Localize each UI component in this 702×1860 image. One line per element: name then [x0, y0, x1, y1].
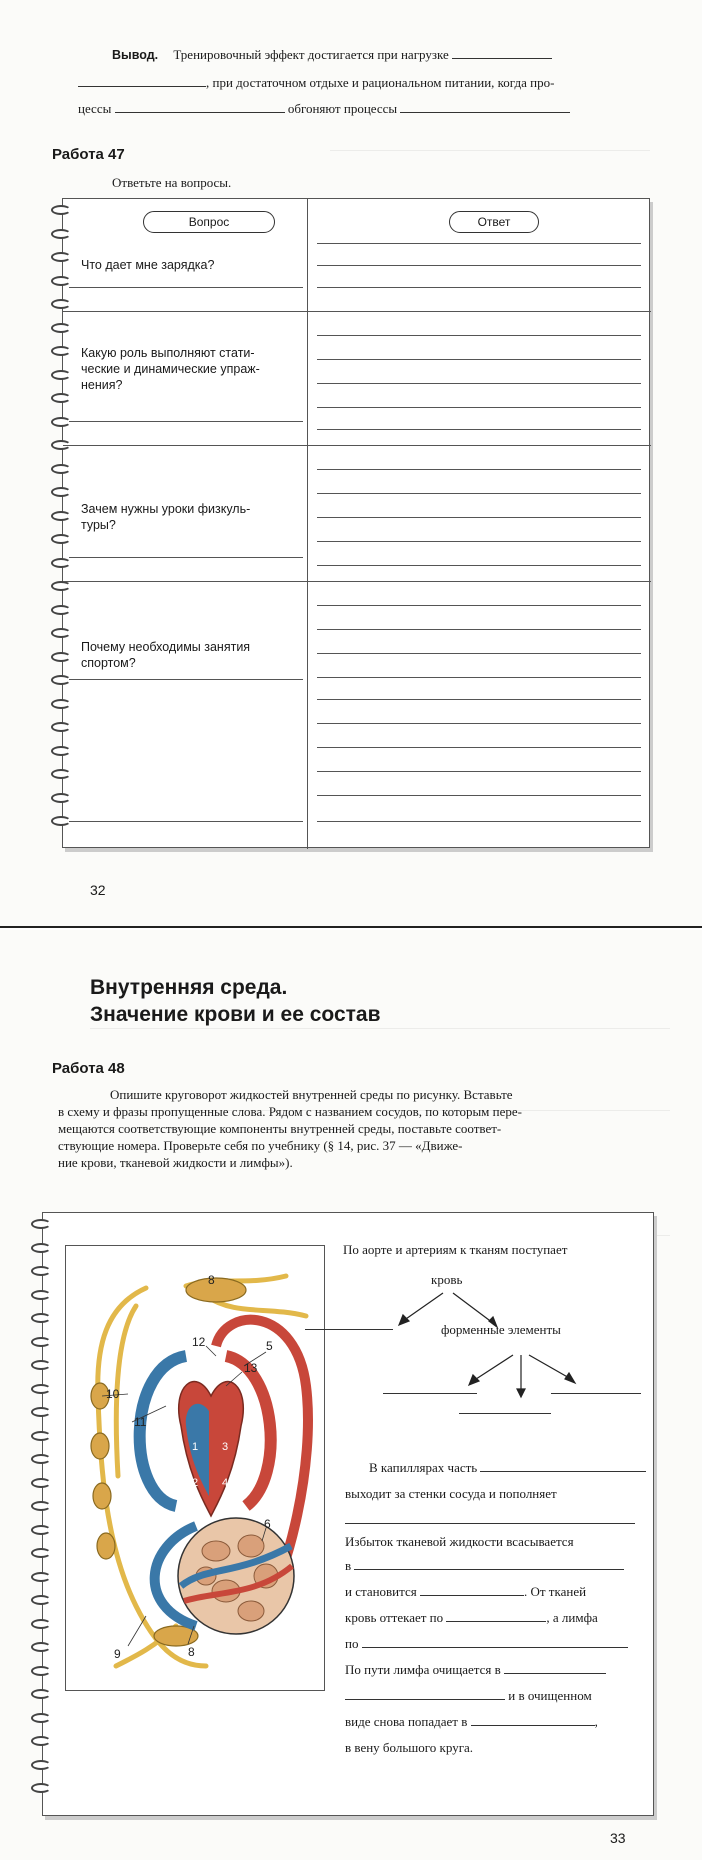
blank-formed-2[interactable]	[459, 1413, 551, 1414]
binding-ring	[51, 370, 71, 380]
blank-lymph-path[interactable]	[362, 1647, 628, 1648]
blank-replenishes[interactable]	[345, 1523, 635, 1524]
conclusion-row2	[78, 74, 658, 91]
binding-ring	[31, 1360, 51, 1370]
binding-ring	[51, 652, 71, 662]
blank-blood-component[interactable]	[305, 1329, 393, 1330]
scheme-becomes: и становится . От тканей	[345, 1584, 587, 1599]
conclusion-label: Вывод.	[112, 48, 159, 62]
binding-ring	[51, 464, 71, 474]
answer-line[interactable]	[317, 653, 641, 654]
binding-ring	[31, 1760, 51, 1770]
scheme-capillaries-1: В капиллярах часть	[369, 1459, 646, 1476]
binding-ring	[51, 746, 71, 756]
blank-load[interactable]	[452, 58, 552, 59]
binding-ring	[51, 252, 71, 262]
binding-ring	[51, 229, 71, 239]
blank-becomes[interactable]	[420, 1595, 524, 1596]
scheme-excess-1: Избыток тканевой жидкости всасывается	[345, 1534, 574, 1549]
conclusion-line3a: цессы	[78, 101, 112, 116]
question-row-2: Какую роль выполняют стати- ческие и динамические упраж- нения?	[81, 346, 260, 392]
answer-line[interactable]	[317, 605, 641, 606]
figure-label: 5	[266, 1339, 273, 1353]
scheme-top: По аорте и артериям к тканям поступает	[343, 1242, 568, 1257]
binding-ring	[31, 1595, 51, 1605]
binding-ring	[31, 1384, 51, 1394]
figure-label: 9	[114, 1647, 121, 1661]
scheme-blood: кровь	[431, 1272, 463, 1287]
binding-ring	[31, 1454, 51, 1464]
binding-ring	[31, 1619, 51, 1629]
answer-line[interactable]	[317, 335, 641, 336]
answer-line[interactable]	[317, 771, 641, 772]
binding-ring	[51, 558, 71, 568]
binding-ring	[51, 534, 71, 544]
binding-ring	[31, 1478, 51, 1488]
conclusion-line3b: обгоняют процессы	[287, 101, 398, 116]
answer-line[interactable]	[317, 359, 641, 360]
conclusion	[112, 46, 652, 64]
answer-line[interactable]	[317, 407, 641, 408]
page-number-32: 32	[90, 882, 106, 898]
scheme-again: виде снова попадает в ,	[345, 1714, 598, 1729]
binding-ring	[51, 511, 71, 521]
figure-label: 8	[208, 1273, 215, 1287]
page-number-33: 33	[610, 1830, 626, 1846]
answer-line[interactable]	[317, 517, 641, 518]
binding-ring	[31, 1572, 51, 1582]
binding-ring	[51, 346, 71, 356]
column-header-answer: Ответ	[449, 211, 539, 233]
binding-ring	[51, 393, 71, 403]
binding-ring	[31, 1219, 51, 1229]
blank-load-2[interactable]	[78, 86, 206, 87]
figure-label: 4	[222, 1477, 229, 1489]
binding-ring	[51, 276, 71, 286]
question-row-3: Зачем нужны уроки физкуль- туры?	[81, 502, 251, 532]
question-row-4: Почему необходимы занятия спортом?	[81, 640, 251, 670]
binding-ring	[31, 1666, 51, 1676]
page-32	[0, 0, 702, 928]
scheme-excess-2: в	[345, 1557, 624, 1574]
heading-line-1: Внутренняя среда.	[90, 976, 288, 999]
binding-ring	[51, 628, 71, 638]
binding-ring	[51, 323, 71, 333]
blank-cleaned-2[interactable]	[345, 1699, 505, 1700]
circulation-illustration	[66, 1246, 324, 1690]
blank-formed-1[interactable]	[383, 1393, 477, 1394]
notebook-sheet	[42, 1212, 654, 1816]
answer-line[interactable]	[317, 677, 641, 678]
binding-ring	[51, 581, 71, 591]
blank-capillaries[interactable]	[480, 1471, 646, 1472]
binding-ring	[31, 1713, 51, 1723]
answer-line[interactable]	[317, 699, 641, 700]
answer-line[interactable]	[317, 629, 641, 630]
binding-ring	[31, 1407, 51, 1417]
answer-line[interactable]	[317, 565, 641, 566]
answer-line[interactable]	[317, 747, 641, 748]
figure-label: 13	[244, 1361, 258, 1375]
scheme-by: по	[345, 1635, 628, 1652]
binding-ring	[31, 1501, 51, 1511]
binding-ring	[31, 1290, 51, 1300]
binding-ring	[31, 1736, 51, 1746]
binding-ring	[51, 793, 71, 803]
answer-line[interactable]	[317, 723, 641, 724]
scheme-path-2: и в очищенном	[345, 1687, 592, 1704]
blank-processes-2[interactable]	[400, 112, 570, 113]
binding-ring	[31, 1689, 51, 1699]
spiral-binding	[51, 205, 73, 841]
work-title-47: Работа 47	[52, 146, 125, 163]
heading-line-2: Значение крови и ее состав	[90, 1003, 381, 1026]
binding-ring	[31, 1243, 51, 1253]
binding-ring	[51, 699, 71, 709]
answer-line[interactable]	[317, 311, 641, 312]
figure-label: 8	[188, 1645, 195, 1659]
binding-ring	[31, 1313, 51, 1323]
answer-line[interactable]	[317, 265, 641, 266]
instruction-48: Опишите круговорот жидкостей внутренней среды по рисунку. Вставьте в схему и фразы пропущенные слова. Рядом с названием сосудов, по которым пере- мещаются соответствующие компоненты внутренней среды, поставьте соответ- ствующие номера. Проверьте себя по учебнику (§ 14, рис. 37 — «Движе- ние крови, тканевой жидкости и лимфы»).	[58, 1087, 522, 1170]
binding-ring	[51, 722, 71, 732]
binding-ring	[31, 1525, 51, 1535]
scheme-outflow: кровь оттекает по , а лимфа	[345, 1610, 598, 1625]
answer-line[interactable]	[317, 795, 641, 796]
column-divider	[307, 199, 308, 849]
figure-label: 3	[222, 1441, 229, 1453]
blank-absorbed[interactable]	[354, 1569, 624, 1570]
binding-ring	[51, 816, 71, 826]
binding-ring	[31, 1337, 51, 1347]
answer-line[interactable]	[317, 429, 641, 430]
figure-label: 1	[192, 1441, 199, 1453]
page-33	[0, 930, 702, 1860]
conclusion-line1: Тренировочный эффект достигается при нагрузке	[173, 47, 449, 62]
binding-ring	[51, 299, 71, 309]
blank-formed-3[interactable]	[551, 1393, 641, 1394]
binding-ring	[31, 1266, 51, 1276]
work-title-48: Работа 48	[52, 1060, 125, 1077]
answer-line[interactable]	[317, 243, 641, 244]
section-heading	[90, 974, 381, 1028]
binding-ring	[51, 605, 71, 615]
notebook-table	[62, 198, 650, 848]
conclusion-row3	[78, 100, 658, 117]
scheme-path-1: По пути лимфа очищается в	[345, 1661, 606, 1678]
answer-line[interactable]	[317, 581, 641, 582]
scheme-capillaries-2: выходит за стенки сосуда и пополняет	[345, 1486, 557, 1501]
answer-line[interactable]	[317, 541, 641, 542]
answer-line[interactable]	[317, 287, 641, 288]
binding-ring	[51, 417, 71, 427]
circulation-figure	[65, 1245, 325, 1691]
figure-label: 10	[106, 1387, 120, 1401]
answer-line[interactable]	[317, 469, 641, 470]
scheme-vein: в вену большого круга.	[345, 1740, 474, 1755]
column-header-question: Вопрос	[143, 211, 275, 233]
answer-line[interactable]	[317, 821, 641, 822]
question-row-1: Что дает мне зарядка?	[81, 258, 215, 272]
answer-line[interactable]	[317, 445, 641, 446]
figure-label: 12	[192, 1335, 206, 1349]
instruction-47: Ответьте на вопросы.	[112, 175, 232, 190]
figure-label: 11	[134, 1415, 147, 1429]
binding-ring	[31, 1642, 51, 1652]
blank-outflow[interactable]	[446, 1621, 546, 1622]
binding-ring	[31, 1431, 51, 1441]
figure-label: 2	[192, 1477, 199, 1489]
figure-label: 6	[264, 1517, 271, 1531]
blank-enters[interactable]	[471, 1725, 595, 1726]
conclusion-line2: , при достаточном отдыхе и рациональном питании, когда про-	[206, 75, 555, 90]
blank-processes-1[interactable]	[115, 112, 285, 113]
answer-line[interactable]	[317, 383, 641, 384]
binding-ring	[51, 769, 71, 779]
scheme-formed: форменные элементы	[441, 1322, 561, 1337]
binding-ring	[51, 487, 71, 497]
binding-ring	[31, 1783, 51, 1793]
binding-ring	[51, 675, 71, 685]
blank-cleaned[interactable]	[504, 1673, 606, 1674]
binding-ring	[31, 1548, 51, 1558]
answer-line[interactable]	[317, 493, 641, 494]
binding-ring	[51, 205, 71, 215]
spiral-binding	[31, 1219, 53, 1809]
scheme-arrows	[343, 1285, 643, 1405]
